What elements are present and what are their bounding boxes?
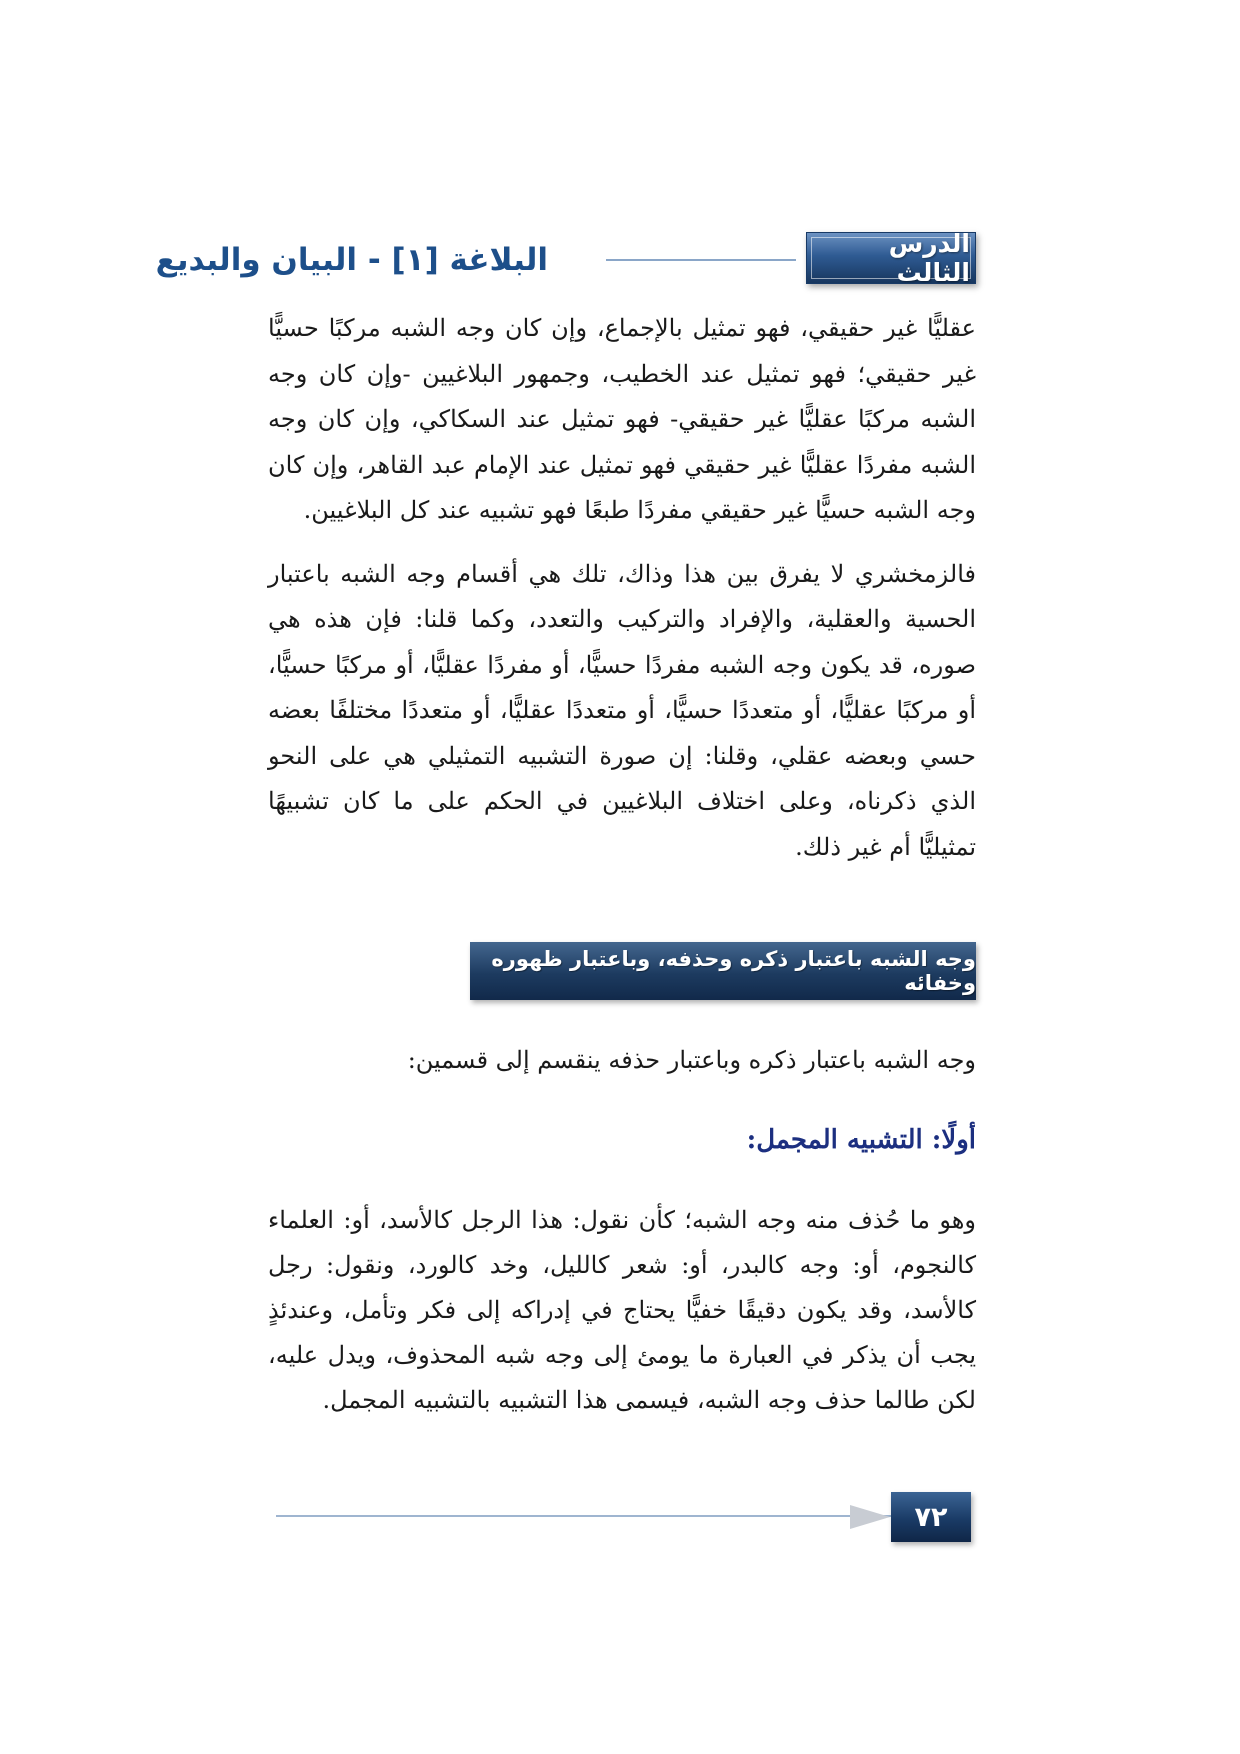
subheading: أولًا: التشبيه المجمل: bbox=[746, 1125, 976, 1155]
page-number: ٧٢ bbox=[891, 1492, 971, 1542]
section-heading: وجه الشبه باعتبار ذكره وحذفه، وباعتبار ظهوره وخفائه bbox=[470, 942, 976, 1000]
paragraph-2: فالزمخشري لا يفرق بين هذا وذاك، تلك هي أقسام وجه الشبه باعتبار الحسية والعقلية، والإفراد والتركيب والتعدد، وكما قلنا: فإن هذه هي صوره، قد يكون وجه الشبه مفردًا حسيًّا، أو مفردًا عقليًّا، أو مركبًا حسيًّا، أو مركبًا عقليًّا، أو متعددًا حسيًّا، أو متعددًا عقليًّا، أو متعددًا مختلفًا بعضه حسي وبعضه عقلي، وقلنا: إن صورة التشبيه التمثيلي هي على النحو الذي ذكرناه، وعلى اختلاف البلاغيين في الحكم على ما كان تشبيهًا تمثيليًّا أم غير ذلك. bbox=[268, 559, 976, 861]
lesson-label-tab bbox=[806, 229, 976, 287]
book-title: البلاغة [١] - البيان والبديع bbox=[155, 242, 548, 278]
lesson-label: الدرس الثالث bbox=[811, 237, 971, 279]
footer-divider bbox=[276, 1515, 916, 1517]
footer-wedge bbox=[850, 1505, 890, 1529]
paragraph-3: وهو ما حُذف منه وجه الشبه؛ كأن نقول: هذا الرجل كالأسد، أو: العلماء كالنجوم، أو: وجه كالبدر، أو: شعر كالليل، وخد كالورد، ونقول: رجل كالأسد، وقد يكون دقيقًا خفيًّا يحتاج في إدراكه إلى فكر وتأمل، وعندئذٍ يجب أن يذكر في العبارة ما يومئ إلى وجه شبه المحذوف، ويدل عليه، لكن طالما حذف وجه الشبه، فيسمى هذا التشبيه بالتشبيه المجمل. bbox=[268, 1206, 976, 1414]
paragraph-1: عقليًّا غير حقيقي، فهو تمثيل بالإجماع، وإن كان وجه الشبه مركبًا حسيًّا غير حقيقي؛ فهو تمثيل عند الخطيب، وجمهور البلاغيين -وإن كان وجه الشبه مركبًا عقليًّا غير حقيقي- فهو تمثيل عند السكاكي، وإن كان وجه الشبه مفردًا عقليًّا غير حقيقي فهو تمثيل عند الإمام عبد القاهر، وإن كان وجه الشبه حسيًّا غير حقيقي مفردًا طبعًا فهو تشبيه عند كل البلاغيين. bbox=[268, 314, 976, 524]
main-content bbox=[268, 306, 976, 870]
page-header bbox=[155, 229, 976, 288]
intro-line: وجه الشبه باعتبار ذكره وباعتبار حذفه ينقسم إلى قسمين: bbox=[407, 1046, 976, 1074]
header-divider bbox=[606, 259, 796, 261]
